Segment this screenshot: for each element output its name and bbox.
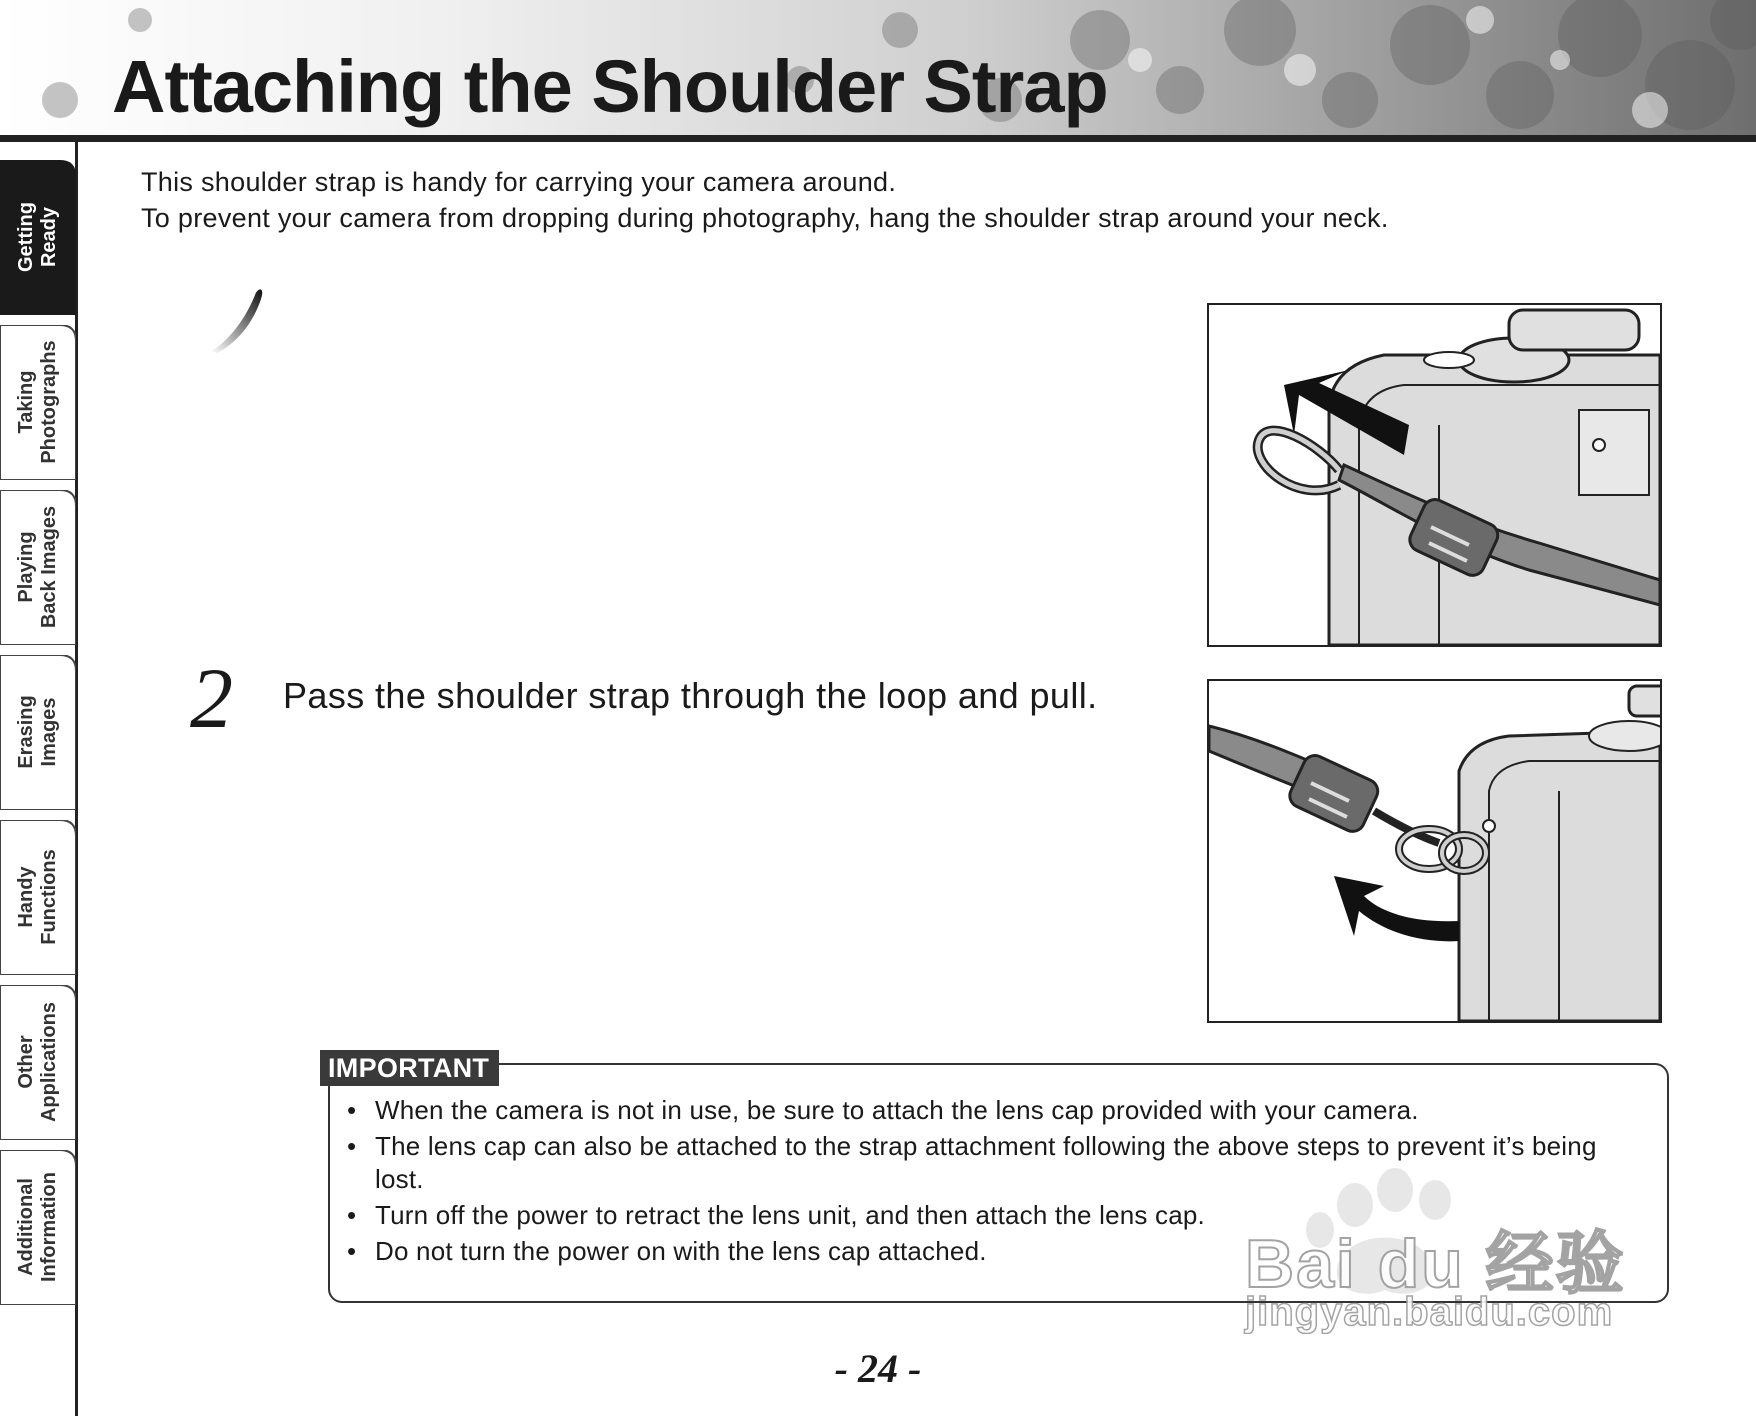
tab-label: Additional Information <box>15 1172 60 1282</box>
tab-other-applications[interactable] <box>0 985 76 1140</box>
tab-additional-information[interactable] <box>0 1150 76 1305</box>
intro-line-2: To prevent your camera from dropping during photography, hang the shoulder strap around your neck. <box>141 203 1389 233</box>
watermark-main: Bai du 经验 <box>1245 1226 1626 1302</box>
illustration-step-1 <box>1207 303 1662 647</box>
camera-strap-illustration-1 <box>1209 305 1660 645</box>
tab-label: Getting Ready <box>15 202 60 272</box>
tab-label: Erasing Images <box>15 695 60 769</box>
tab-label: Playing Back Images <box>15 505 60 629</box>
important-item: • The lens cap can also be attached to the strap attachment following the above steps to prevent it’s being lost. <box>343 1130 1643 1196</box>
header-banner <box>0 0 1756 135</box>
watermark-sub: jingyan.baidu.com <box>1245 1290 1614 1334</box>
important-item: • Turn off the power to retract the lens unit, and then attach the lens cap. <box>343 1199 1643 1232</box>
tab-erasing-images[interactable] <box>0 655 76 810</box>
illustration-step-2 <box>1207 679 1662 1023</box>
camera-strap-illustration-2 <box>1209 681 1660 1021</box>
important-label: IMPORTANT <box>320 1050 499 1086</box>
step-1-number-icon <box>203 285 263 355</box>
intro-text <box>141 164 1389 236</box>
tab-label: Other Applications <box>15 1001 60 1123</box>
important-item: • Do not turn the power on with the lens cap attached. <box>343 1235 1643 1268</box>
header-rule <box>0 135 1756 142</box>
important-item: • When the camera is not in use, be sure to attach the lens cap provided with your camera. <box>343 1094 1643 1127</box>
tab-label: Taking Photographs <box>15 340 60 464</box>
step-2-text: Pass the shoulder strap through the loop and pull. <box>283 675 1098 716</box>
tab-label: Handy Functions <box>15 849 60 945</box>
tab-handy-functions[interactable] <box>0 820 76 975</box>
page-number: - 24 - <box>834 1346 922 1391</box>
page-title: Attaching the Shoulder Strap <box>112 45 1108 128</box>
intro-line-1: This shoulder strap is handy for carrying your camera around. <box>141 167 897 197</box>
tab-playing-back-images[interactable] <box>0 490 76 645</box>
step-2-number: 2 <box>190 650 233 746</box>
tab-taking-photographs[interactable] <box>0 325 76 480</box>
tab-getting-ready[interactable] <box>0 160 76 315</box>
